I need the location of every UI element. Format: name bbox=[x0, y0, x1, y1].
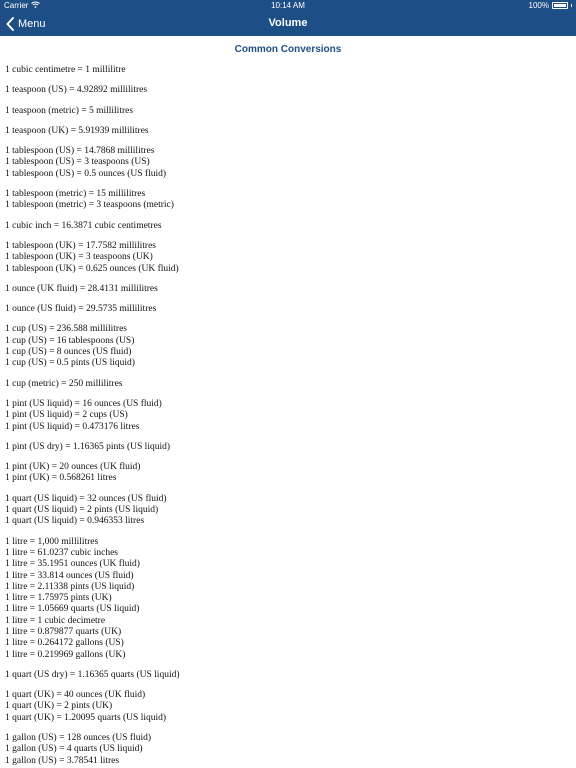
conversion-line: 1 quart (UK) = 40 ounces (UK fluid) bbox=[5, 690, 146, 701]
conversion-group bbox=[5, 494, 180, 528]
conversion-group bbox=[5, 399, 180, 433]
conversion-line: 1 tablespoon (US) = 0.5 ounces (US fluid) bbox=[5, 168, 167, 179]
conversion-line: 1 quart (US dry) = 1.16365 quarts (US liquid) bbox=[5, 669, 180, 680]
content-scroll-view[interactable] bbox=[0, 36, 576, 768]
navigation-bar bbox=[0, 12, 576, 36]
conversion-line: 1 pint (US liquid) = 16 ounces (US fluid) bbox=[5, 398, 162, 409]
conversion-line: 1 litre = 0.879877 quarts (UK) bbox=[5, 626, 122, 637]
conversion-group bbox=[5, 462, 180, 485]
conversion-line: 1 cup (metric) = 250 millilitres bbox=[5, 378, 123, 389]
conversion-group bbox=[5, 284, 180, 295]
conversion-group bbox=[5, 65, 180, 76]
conversion-group bbox=[5, 146, 180, 180]
conversion-group bbox=[5, 733, 180, 767]
conversion-list bbox=[5, 65, 180, 768]
conversion-line: 1 cup (US) = 16 tablespoons (US) bbox=[5, 335, 135, 346]
back-button-label: Menu bbox=[18, 18, 46, 30]
conversion-line: 1 teaspoon (metric) = 5 millilitres bbox=[5, 105, 134, 116]
conversion-line: 1 litre = 33.814 ounces (US fluid) bbox=[5, 570, 134, 581]
conversion-group bbox=[5, 304, 180, 315]
conversion-line: 1 teaspoon (US) = 4.92892 millilitres bbox=[5, 85, 148, 96]
conversion-line: 1 quart (US liquid) = 2 pints (US liquid) bbox=[5, 505, 159, 516]
conversion-line: 1 ounce (US fluid) = 29.5735 millilitres bbox=[5, 304, 157, 315]
conversion-line: 1 tablespoon (UK) = 0.625 ounces (UK fluid) bbox=[5, 263, 179, 274]
conversion-line: 1 gallon (US) = 128 ounces (US fluid) bbox=[5, 733, 151, 744]
conversion-line: 1 gallon (US) = 4 quarts (US liquid) bbox=[5, 744, 143, 755]
conversion-line: 1 quart (UK) = 1.20095 quarts (US liquid) bbox=[5, 712, 167, 723]
conversion-group bbox=[5, 106, 180, 117]
conversion-line: 1 litre = 0.219969 gallons (UK) bbox=[5, 649, 126, 660]
conversion-line: 1 pint (US liquid) = 2 cups (US) bbox=[5, 410, 128, 421]
conversion-line: 1 gallon (US) = 3.78541 litres bbox=[5, 755, 120, 766]
conversion-group bbox=[5, 379, 180, 390]
conversion-line: 1 cup (US) = 8 ounces (US fluid) bbox=[5, 347, 132, 358]
battery-tip bbox=[571, 4, 572, 7]
conversion-line: 1 cubic centimetre = 1 millilitre bbox=[5, 65, 126, 75]
conversion-group bbox=[5, 85, 180, 96]
conversion-group bbox=[5, 189, 180, 212]
conversion-line: 1 litre = 1 cubic decimetre bbox=[5, 615, 106, 626]
conversion-line: 1 tablespoon (US) = 14.7868 millilitres bbox=[5, 146, 155, 157]
conversion-line: 1 litre = 1.75975 pints (UK) bbox=[5, 593, 112, 604]
conversion-line: 1 litre = 1,000 millilitres bbox=[5, 536, 99, 547]
battery-percent: 100% bbox=[528, 1, 549, 10]
conversion-group bbox=[5, 670, 180, 681]
clock: 10:14 AM bbox=[271, 1, 305, 10]
conversion-line: 1 pint (US liquid) = 0.473176 litres bbox=[5, 421, 140, 432]
conversion-line: 1 cubic inch = 16.3871 cubic centimetres bbox=[5, 220, 162, 231]
conversion-line: 1 cup (US) = 236.588 millilitres bbox=[5, 324, 127, 335]
conversion-line: 1 cup (US) = 0.5 pints (US liquid) bbox=[5, 358, 135, 369]
conversion-line: 1 litre = 0.264172 gallons (US) bbox=[5, 638, 124, 649]
status-bar bbox=[0, 0, 576, 12]
conversion-line: 1 tablespoon (US) = 3 teaspoons (US) bbox=[5, 157, 150, 168]
conversion-group bbox=[5, 324, 180, 369]
conversion-group bbox=[5, 221, 180, 232]
conversion-line: 1 teaspoon (UK) = 5.91939 millilitres bbox=[5, 125, 149, 136]
conversion-line: 1 tablespoon (UK) = 17.7582 millilitres bbox=[5, 240, 157, 251]
conversion-line: 1 litre = 1.05669 quarts (US liquid) bbox=[5, 604, 140, 615]
section-title: Common Conversions bbox=[234, 44, 342, 55]
battery-indicator bbox=[529, 1, 572, 10]
conversion-group bbox=[5, 690, 180, 724]
conversion-line: 1 ounce (UK fluid) = 28.4131 millilitres bbox=[5, 283, 158, 294]
conversion-line: 1 tablespoon (metric) = 15 millilitres bbox=[5, 189, 146, 200]
conversion-line: 1 pint (US dry) = 1.16365 pints (US liquid) bbox=[5, 441, 171, 452]
conversion-line: 1 tablespoon (metric) = 3 teaspoons (metric) bbox=[5, 200, 174, 211]
conversion-group bbox=[5, 241, 180, 275]
conversion-line: 1 quart (US liquid) = 32 ounces (US fluid) bbox=[5, 493, 167, 504]
conversion-line: 1 pint (UK) = 20 ounces (UK fluid) bbox=[5, 462, 141, 473]
carrier-text: Carrier bbox=[4, 1, 29, 10]
conversion-group bbox=[5, 442, 180, 453]
battery-icon bbox=[552, 2, 568, 9]
conversion-line: 1 litre = 61.0237 cubic inches bbox=[5, 547, 118, 558]
conversion-line: 1 quart (UK) = 2 pints (UK) bbox=[5, 701, 113, 712]
conversion-line: 1 tablespoon (UK) = 3 teaspoons (UK) bbox=[5, 252, 153, 263]
conversion-group bbox=[5, 126, 180, 137]
conversion-group bbox=[5, 537, 180, 661]
conversion-line: 1 quart (US liquid) = 0.946353 litres bbox=[5, 516, 145, 527]
conversion-line: 1 litre = 2.11338 pints (US liquid) bbox=[5, 581, 135, 592]
page-title: Volume bbox=[268, 17, 308, 29]
conversion-line: 1 pint (UK) = 0.568261 litres bbox=[5, 473, 117, 484]
conversion-line: 1 litre = 35.1951 ounces (UK fluid) bbox=[5, 559, 140, 570]
